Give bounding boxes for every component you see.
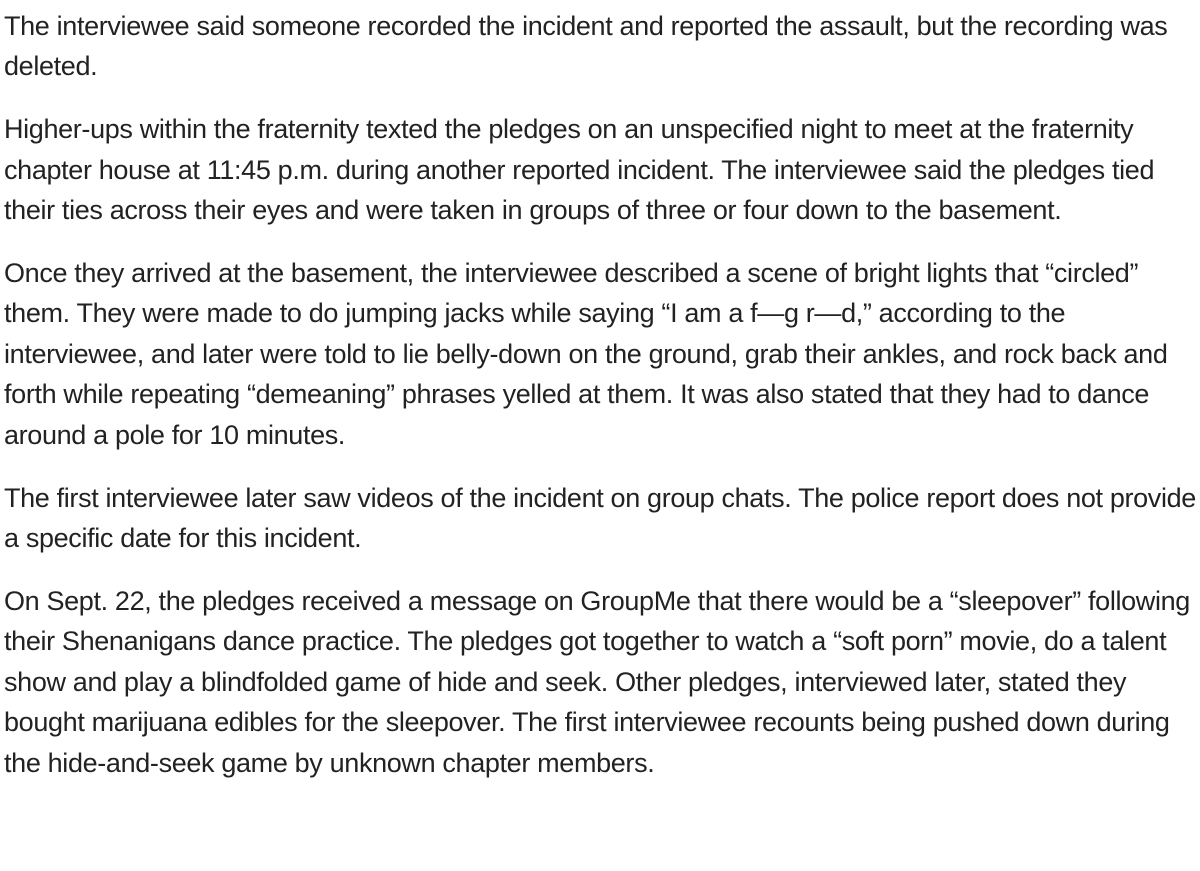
- paragraph-group-chat-videos: The first interviewee later saw videos of the incident on group chats. The police report does not provide a specific date for this incident.: [4, 482, 1196, 553]
- paragraph-basement-meeting: Higher-ups within the fraternity texted the pledges on an unspecified night to meet at the fraternity chapter house at 11:45 p.m. during another reported incident. The interviewee said the pledges tied their ties across their eyes and were taken in groups of three or four down to the basement.: [4, 114, 1155, 226]
- paragraph-basement-scene: Once they arrived at the basement, the interviewee described a scene of bright lights that “circled” them. They were made to do jumping jacks while saying “I am a f—g r—d,” according to the interviewee, and later were told to lie belly-down on the ground, grab their ankles, and rock back and forth while repeating “demeaning” phrases yelled at them. It was also stated that they had to dance around a pole for 10 minutes.: [4, 258, 1168, 450]
- paragraph-recording-deleted: The interviewee said someone recorded the incident and reported the assault, but the recording was deleted.: [4, 11, 1168, 82]
- paragraph-sleepover: On Sept. 22, the pledges received a message on GroupMe that there would be a “sleepover” following their Shenanigans dance practice. The pledges got together to watch a “soft porn” movie, do a talent show and play a blindfolded game of hide and seek. Other pledges, interviewed later, stated they bought marijuana edibles for the sleepover. The first interviewee recounts being pushed down during the hide-and-seek game by unknown chapter members.: [4, 585, 1190, 778]
